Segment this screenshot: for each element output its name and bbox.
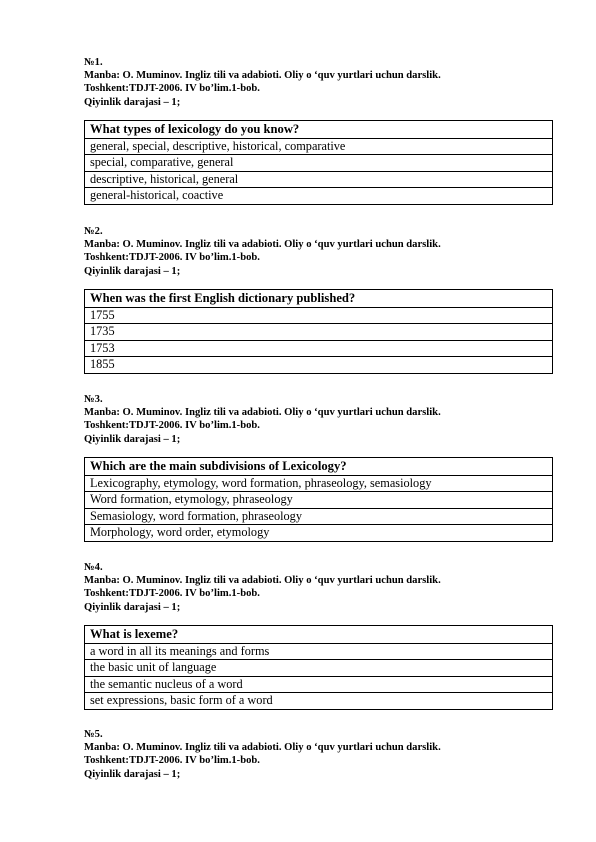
publisher-line: Toshkent:TDJT-2006. IV bo’lim.1-bob. bbox=[84, 420, 260, 432]
question-block-1 bbox=[84, 56, 554, 205]
publisher-line: Toshkent:TDJT-2006. IV bo’lim.1-bob. bbox=[84, 252, 260, 264]
question-table bbox=[84, 289, 553, 374]
question-text: Which are the main subdivisions of Lexicology? bbox=[85, 457, 553, 475]
difficulty-line: Qiyinlik darajasi – 1; bbox=[84, 601, 181, 613]
question-text: When was the first English dictionary published? bbox=[85, 289, 553, 307]
answer-option-4: general-historical, coactive bbox=[85, 188, 553, 205]
answer-option-2: Word formation, etymology, phraseology bbox=[85, 492, 553, 509]
question-number: №2. bbox=[84, 226, 103, 237]
publisher-line: Toshkent:TDJT-2006. IV bo’lim.1-bob. bbox=[84, 83, 260, 95]
answer-option-4: 1855 bbox=[85, 357, 553, 374]
answer-option-4: set expressions, basic form of a word bbox=[85, 693, 553, 710]
answer-option-2: 1735 bbox=[85, 324, 553, 341]
question-number: №3. bbox=[84, 394, 103, 405]
source-line: Manba: O. Muminov. Ingliz tili va adabioti. Oliy o ‘quv yurtlari uchun darslik. bbox=[84, 575, 441, 587]
question-table bbox=[84, 457, 553, 542]
difficulty-line: Qiyinlik darajasi – 1; bbox=[84, 433, 181, 445]
answer-option-2: special, comparative, general bbox=[85, 155, 553, 172]
publisher-line: Toshkent:TDJT-2006. IV bo’lim.1-bob. bbox=[84, 755, 260, 767]
answer-option-3: Semasiology, word formation, phraseology bbox=[85, 508, 553, 525]
answer-option-3: descriptive, historical, general bbox=[85, 171, 553, 188]
difficulty-line: Qiyinlik darajasi – 1; bbox=[84, 768, 181, 780]
source-line: Manba: O. Muminov. Ingliz tili va adabioti. Oliy o ‘quv yurtlari uchun darslik. bbox=[84, 742, 441, 754]
source-line: Manba: O. Muminov. Ingliz tili va adabioti. Oliy o ‘quv yurtlari uchun darslik. bbox=[84, 70, 441, 82]
question-text: What is lexeme? bbox=[85, 625, 553, 643]
answer-option-1: 1755 bbox=[85, 307, 553, 324]
source-line: Manba: O. Muminov. Ingliz tili va adabioti. Oliy o ‘quv yurtlari uchun darslik. bbox=[84, 239, 441, 251]
answer-option-1: general, special, descriptive, historical, comparative bbox=[85, 138, 553, 155]
answer-option-1: Lexicography, etymology, word formation, phraseology, semasiology bbox=[85, 475, 553, 492]
question-block-3 bbox=[84, 393, 554, 542]
source-line: Manba: O. Muminov. Ingliz tili va adabioti. Oliy o ‘quv yurtlari uchun darslik. bbox=[84, 407, 441, 419]
question-number: №4. bbox=[84, 562, 103, 573]
question-block-5 bbox=[84, 728, 554, 781]
answer-option-2: the basic unit of language bbox=[85, 660, 553, 677]
question-text: What types of lexicology do you know? bbox=[85, 120, 553, 138]
answer-option-3: 1753 bbox=[85, 340, 553, 357]
question-block-2 bbox=[84, 225, 554, 374]
question-number: №5. bbox=[84, 729, 103, 740]
answer-option-1: a word in all its meanings and forms bbox=[85, 643, 553, 660]
question-table bbox=[84, 120, 553, 205]
publisher-line: Toshkent:TDJT-2006. IV bo’lim.1-bob. bbox=[84, 588, 260, 600]
difficulty-line: Qiyinlik darajasi – 1; bbox=[84, 265, 181, 277]
question-table bbox=[84, 625, 553, 710]
answer-option-4: Morphology, word order, etymology bbox=[85, 525, 553, 542]
answer-option-3: the semantic nucleus of a word bbox=[85, 676, 553, 693]
question-block-4 bbox=[84, 561, 554, 710]
difficulty-line: Qiyinlik darajasi – 1; bbox=[84, 96, 181, 108]
question-number: №1. bbox=[84, 57, 103, 68]
